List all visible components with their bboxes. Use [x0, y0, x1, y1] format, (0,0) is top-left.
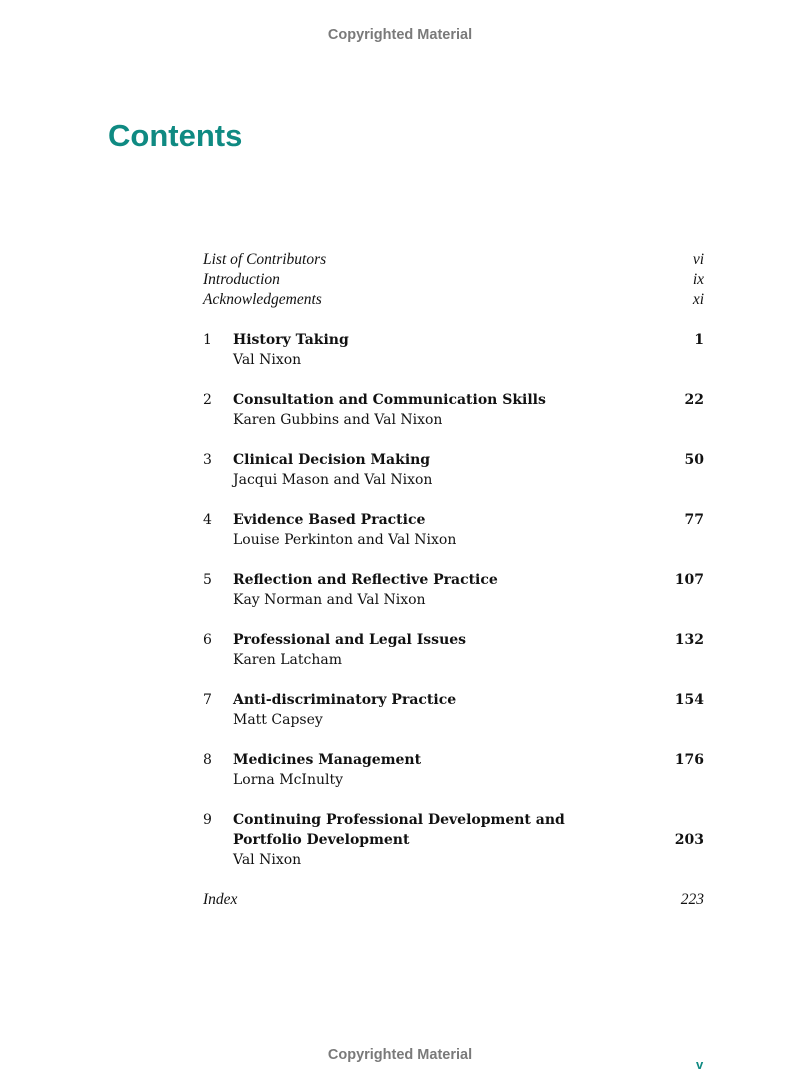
- chapter-number: 1: [203, 332, 212, 348]
- chapter-author: Matt Capsey: [233, 712, 323, 728]
- chapter-title: Reflection and Reflective Practice: [233, 572, 498, 588]
- chapter-number: 9: [203, 812, 212, 828]
- toc-chapter[interactable]: [203, 510, 704, 570]
- toc-chapter[interactable]: [203, 390, 704, 450]
- chapter-author: Val Nixon: [233, 852, 302, 868]
- chapter-title: Continuing Professional Development and: [233, 812, 565, 828]
- chapter-title: Evidence Based Practice: [233, 512, 426, 528]
- chapter-title-cont: Portfolio Development: [233, 832, 410, 848]
- chapter-page: 77: [684, 512, 704, 528]
- chapter-author: Karen Latcham: [233, 652, 342, 668]
- chapter-page: 154: [674, 692, 704, 708]
- chapter-number: 8: [203, 752, 212, 768]
- chapter-number: 5: [203, 572, 212, 588]
- page-number: v: [696, 1057, 704, 1072]
- toc-chapter[interactable]: [203, 750, 704, 810]
- toc-chapter[interactable]: [203, 810, 704, 890]
- chapter-page: 50: [684, 452, 704, 468]
- chapter-author: Louise Perkinton and Val Nixon: [233, 532, 457, 548]
- chapter-title: Consultation and Communication Skills: [233, 392, 546, 408]
- toc-label: List of Contributors: [203, 251, 327, 268]
- chapter-title: Clinical Decision Making: [233, 452, 431, 468]
- toc-front-item[interactable]: [203, 290, 704, 310]
- toc-page: ix: [692, 271, 704, 288]
- toc-index[interactable]: [203, 890, 704, 910]
- toc-chapter[interactable]: [203, 570, 704, 630]
- chapter-page: 132: [674, 632, 704, 648]
- toc-label: Index: [203, 891, 238, 908]
- toc-chapter[interactable]: [203, 630, 704, 690]
- chapter-number: 7: [203, 692, 212, 708]
- toc-label: Introduction: [203, 271, 280, 288]
- chapter-title: Professional and Legal Issues: [233, 632, 467, 648]
- chapter-page: 107: [674, 572, 704, 588]
- chapter-number: 2: [203, 392, 212, 408]
- chapter-author: Jacqui Mason and Val Nixon: [233, 472, 433, 488]
- chapter-title: History Taking: [233, 332, 349, 348]
- chapter-author: Kay Norman and Val Nixon: [233, 592, 426, 608]
- toc-front-item[interactable]: [203, 250, 704, 270]
- chapter-author: Karen Gubbins and Val Nixon: [233, 412, 443, 428]
- toc-page: 223: [680, 891, 704, 908]
- chapter-title: Medicines Management: [233, 752, 422, 768]
- watermark-top: Copyrighted Material: [327, 27, 473, 43]
- chapter-page: 176: [674, 752, 704, 768]
- chapter-page: 22: [684, 392, 704, 408]
- chapter-page: 203: [674, 832, 704, 848]
- chapter-number: 6: [203, 632, 212, 648]
- chapter-page: 1: [694, 332, 704, 348]
- chapter-title: Anti-discriminatory Practice: [233, 692, 457, 708]
- toc-chapter[interactable]: [203, 450, 704, 510]
- toc-chapter[interactable]: [203, 330, 704, 390]
- toc-chapter[interactable]: [203, 690, 704, 750]
- page-title: Contents: [108, 118, 243, 153]
- toc-front-item[interactable]: [203, 270, 704, 290]
- toc-label: Acknowledgements: [203, 291, 322, 308]
- chapter-author: Val Nixon: [233, 352, 302, 368]
- chapter-author: Lorna McInulty: [233, 772, 343, 788]
- table-of-contents: [203, 250, 704, 910]
- toc-page: xi: [692, 291, 704, 308]
- chapter-number: 3: [203, 452, 212, 468]
- toc-page: vi: [692, 251, 704, 268]
- watermark-bottom: Copyrighted Material: [327, 1047, 473, 1063]
- chapter-number: 4: [203, 512, 212, 528]
